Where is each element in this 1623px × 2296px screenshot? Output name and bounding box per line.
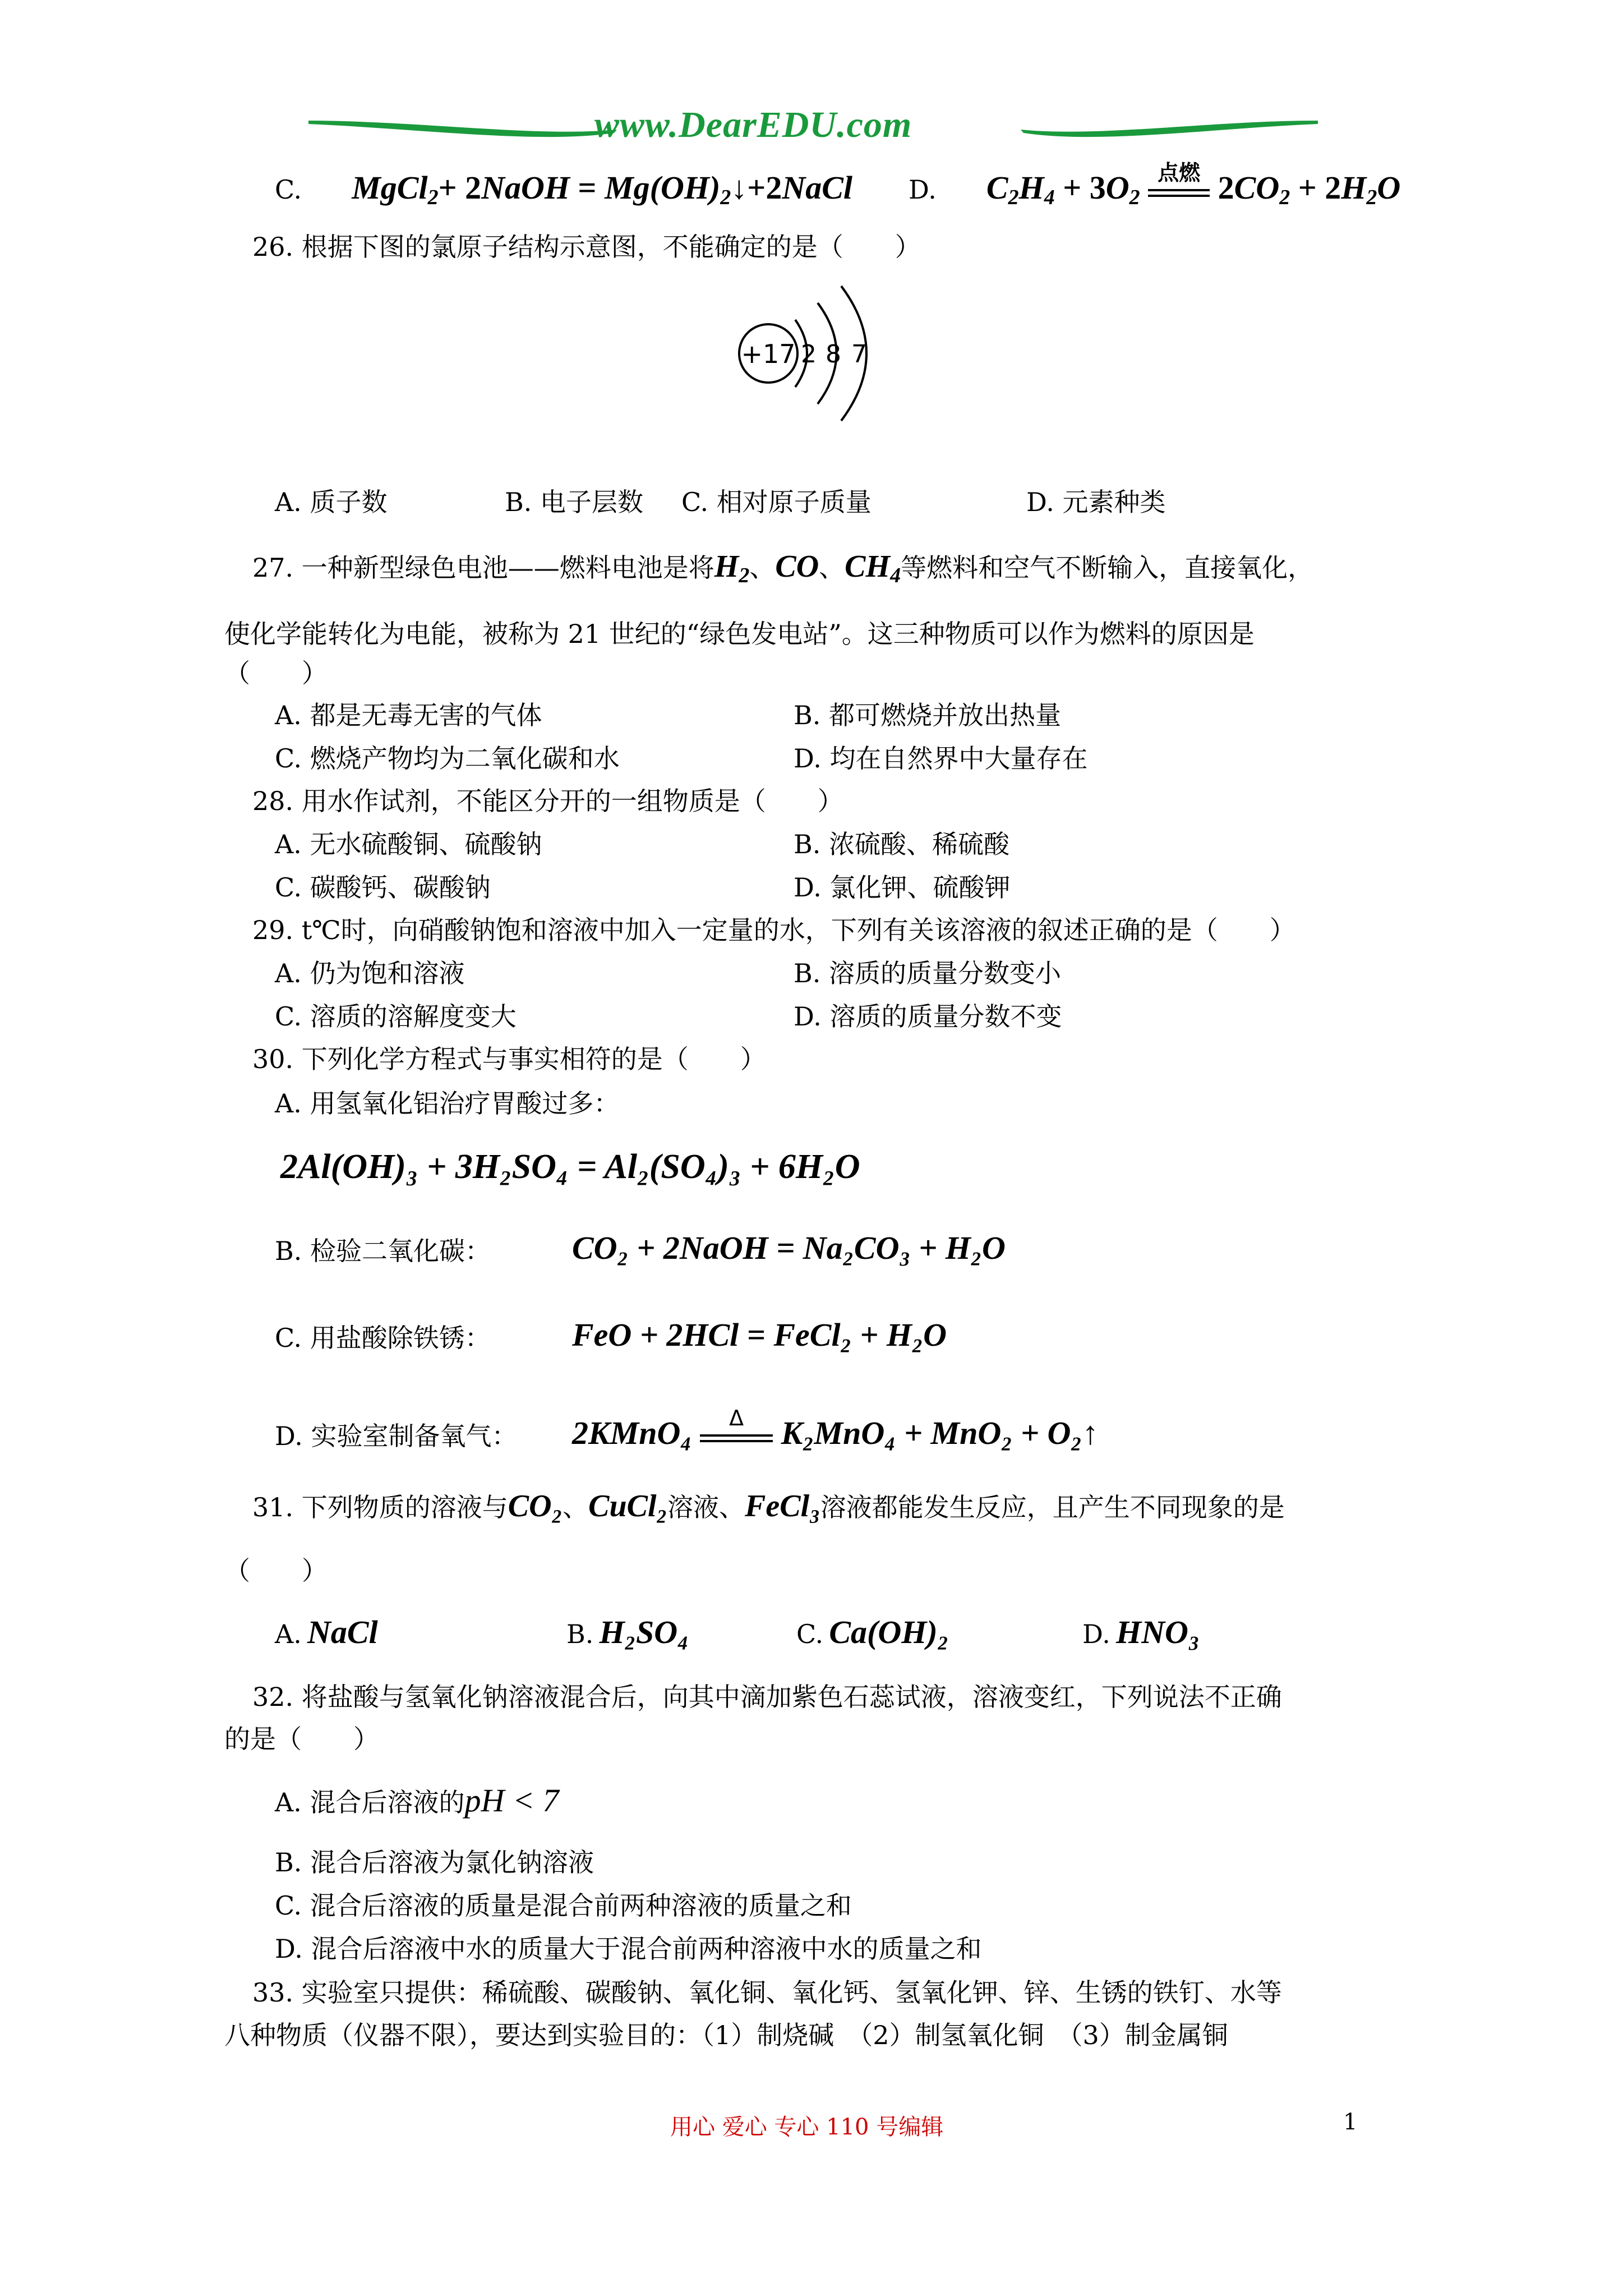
chlorine-atom-structure-diagram (735, 280, 897, 426)
q25-d-plus: + 2 (1290, 169, 1341, 206)
q27-co: CO (775, 549, 819, 584)
q25-c-term: NaOH (481, 169, 570, 206)
q32-option-b: B. 混合后溶液为氯化钠溶液 (275, 1847, 594, 1878)
q31-fecl3: FeCl₃ (745, 1489, 820, 1524)
q27-option-d: D. 均在自然界中大量存在 (794, 743, 1088, 774)
q25-option-d (909, 160, 1401, 217)
q30-option-d-label: D. 实验室制备氧气： (275, 1421, 518, 1451)
q27-text: 27. 一种新型绿色电池——燃料电池是将 (252, 553, 714, 583)
q31-cucl2: CuCl₂ (588, 1489, 668, 1524)
page-number: 1 (1343, 2109, 1358, 2135)
q25-d-term: H (1018, 169, 1044, 206)
q25-d-label: D. (909, 174, 937, 205)
q25-c-sub: 2 (427, 186, 439, 209)
q27-stem-line-1 (252, 547, 1313, 595)
q29-option-a: A. 仍为饱和溶液 (275, 958, 465, 988)
q25-c-term: MgCl (352, 169, 428, 206)
condition-label: 点燃 (1158, 160, 1201, 185)
q28-option-b: B. 浓硫酸、稀硫酸 (794, 829, 1010, 859)
q30-option-c-label: C. 用盐酸除铁锈： (275, 1323, 491, 1353)
q30-d-reactant: 2KMnO₄ (572, 1415, 692, 1451)
q30-option-b-equation: CO₂ + 2NaOH = Na₂CO₃ + H₂O (572, 1230, 1006, 1266)
q31-option-a (275, 1613, 378, 1652)
q28-option-a: A. 无水硫酸铜、硫酸钠 (275, 829, 542, 859)
q31-c-label: C. (796, 1619, 824, 1649)
q28-option-d: D. 氯化钾、硫酸钾 (794, 872, 1011, 903)
q27-stem-line-2: 使化学能转化为电能，被称为 21 世纪的“绿色发电站”。这三种物质可以作为燃料的原因是 (224, 619, 1255, 649)
q25-d-term: H (1341, 169, 1367, 206)
q25-d-sub: 2 (1366, 186, 1377, 209)
reaction-condition-arrow (700, 1405, 773, 1448)
q31-c-formula: Ca(OH)₂ (829, 1614, 949, 1650)
q25-c-term: NaCl (782, 169, 853, 206)
reaction-condition-arrow (1148, 160, 1210, 203)
q26-option-c: C. 相对原子质量 (681, 487, 872, 517)
q31-text: 溶液、 (667, 1492, 745, 1522)
footer-editor-note: 用心 爱心 专心 110 号编辑 (670, 2114, 944, 2140)
q33-line-2: 八种物质（仪器不限），要达到实验目的：（1）制烧碱 （2）制氢氧化铜 （3）制金属铜 (224, 2020, 1228, 2050)
right-swoosh-graphic (1021, 121, 1318, 137)
q31-sep: 、 (562, 1492, 589, 1522)
q31-option-d (1082, 1613, 1200, 1652)
q25-c-arrow-coef: ↓+2 (731, 169, 782, 206)
q29-option-b: B. 溶质的质量分数变小 (794, 958, 1062, 988)
q30-option-a-label: A. 用氢氧化铝治疗胃酸过多： (275, 1088, 620, 1119)
q31-co2: CO₂ (508, 1489, 563, 1524)
shell-electrons-1: 2 (801, 340, 817, 369)
q27-option-c: C. 燃烧产物均为二氧化碳和水 (275, 743, 620, 774)
q32-a-formula: pH < 7 (464, 1782, 559, 1819)
q31-text: 溶液都能发生反应，且产生不同现象的是 (820, 1492, 1285, 1522)
q25-d-term: CO (1234, 169, 1280, 206)
q25-d-sub: 2 (1129, 186, 1140, 209)
q32-a-label: A. 混合后溶液的 (275, 1787, 465, 1818)
q25-option-c (275, 168, 852, 217)
q27-sep: 、 (749, 553, 776, 583)
nucleus-charge: +17 (741, 339, 796, 369)
q26-option-d: D. 元素种类 (1026, 487, 1166, 517)
q31-text: 31. 下列物质的溶液与 (252, 1492, 508, 1522)
q31-a-label: A. (275, 1619, 302, 1649)
q30-option-d-equation (572, 1405, 1099, 1453)
q31-stem-line-2: （ ） (224, 1556, 328, 1586)
q32-stem-line-1: 32. 将盐酸与氢氧化钠溶液混合后，向其中滴加紫色石蕊试液，溶液变红，下列说法不正确 (252, 1682, 1282, 1712)
q31-d-label: D. (1082, 1619, 1110, 1649)
q32-option-c: C. 混合后溶液的质量是混合前两种溶液的质量之和 (275, 1890, 852, 1921)
q32-option-a (275, 1781, 559, 1820)
q31-option-c (796, 1613, 949, 1652)
shell-electrons-3: 7 (851, 340, 867, 369)
q33-line-1: 33. 实验室只提供：稀硫酸、碳酸钠、氧化铜、氧化钙、氢氧化钾、锌、生锈的铁钉、水等 (252, 1977, 1282, 2008)
q30-d-products: K₂MnO₄ + MnO₂ + O₂↑ (781, 1415, 1099, 1451)
q25-c-sub: 2 (720, 186, 731, 209)
q27-text: 等燃料和空气不断输入，直接氧化， (901, 553, 1314, 583)
q27-h2: H (714, 549, 739, 584)
q25-d-sub: 4 (1044, 186, 1055, 209)
q31-stem-line-1 (252, 1487, 1285, 1526)
q32-option-d: D. 混合后溶液中水的质量大于混合前两种溶液中水的质量之和 (275, 1934, 982, 1964)
q27-ch4-sub: 4 (890, 564, 901, 587)
shell-electrons-2: 8 (826, 340, 841, 369)
q26-option-a: A. 质子数 (275, 487, 388, 517)
q27-h2-sub: 2 (739, 564, 750, 587)
q25-d-coef: 2 (1218, 169, 1234, 206)
site-logo-text: www.DearEDU.com (594, 104, 912, 145)
q25-d-term: C (986, 169, 1008, 206)
q30-stem: 30. 下列化学方程式与事实相符的是（ ） (252, 1044, 766, 1074)
left-swoosh-graphic (308, 121, 617, 137)
q31-a-formula: NaCl (307, 1614, 378, 1650)
q25-c-term: (OH) (649, 169, 721, 206)
q27-ch4: CH (845, 549, 891, 584)
q31-b-label: B. (566, 1619, 594, 1649)
q25-d-plus: + 3 (1054, 169, 1106, 206)
q25-c-equals: = (570, 169, 605, 206)
q30-option-c-equation: FeO + 2HCl = FeCl₂ + H₂O (572, 1317, 947, 1353)
heat-condition-symbol: Δ (729, 1405, 744, 1430)
q26-stem: 26. 根据下图的氯原子结构示意图，不能确定的是（ ） (252, 232, 921, 262)
q25-d-sub: 2 (1279, 186, 1290, 209)
q27-option-a: A. 都是无毒无害的气体 (275, 700, 542, 730)
q31-d-formula: HNO₃ (1116, 1614, 1200, 1650)
q30-option-b-label: B. 检验二氧化碳： (275, 1236, 491, 1266)
q27-option-b: B. 都可燃烧并放出热量 (794, 700, 1062, 730)
q25-c-plus: + 2 (438, 169, 482, 206)
q31-option-b (566, 1613, 689, 1652)
q28-option-c: C. 碳酸钙、碳酸钠 (275, 872, 491, 903)
q32-stem-line-2: 的是（ ） (224, 1724, 379, 1754)
q25-d-sub: 2 (1008, 186, 1019, 209)
q26-option-b: B. 电子层数 (505, 487, 644, 517)
q25-d-term: O (1105, 169, 1129, 206)
q29-option-c: C. 溶质的溶解度变大 (275, 1001, 517, 1032)
q25-c-label: C. (275, 174, 302, 205)
q30-option-a-equation: 2Al(OH)₃ + 3H₂SO₄ = Al₂(SO₄)₃ + 6H₂O (280, 1148, 860, 1186)
q29-option-d: D. 溶质的质量分数不变 (794, 1001, 1062, 1032)
q27-stem-line-3: （ ） (224, 658, 328, 688)
q25-c-term: Mg (605, 169, 650, 206)
q27-sep: 、 (819, 553, 845, 583)
q31-b-formula: H₂SO₄ (599, 1614, 689, 1650)
q25-d-term: O (1377, 169, 1401, 206)
q28-stem: 28. 用水作试剂，不能区分开的一组物质是（ ） (252, 786, 843, 816)
q29-stem: 29. t℃时，向硝酸钠饱和溶液中加入一定量的水，下列有关该溶液的叙述正确的是（ ） (252, 915, 1295, 945)
